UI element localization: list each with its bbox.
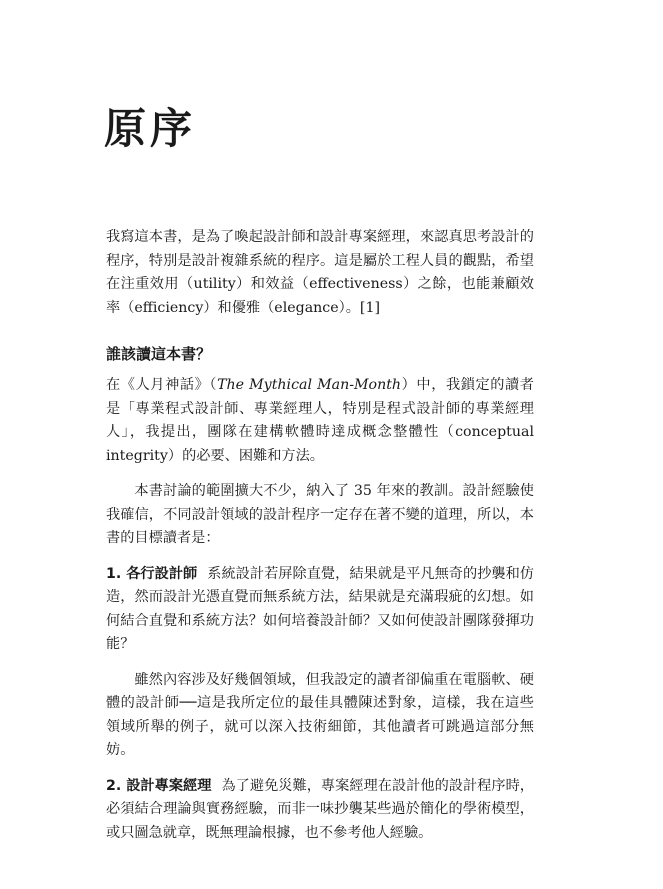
audience-text: 系統設計若屏除直覺，結果就是平凡無奇的抄襲和仿造，然而設計光憑直覺而無系統方法，結果就是充滿瑕疵的幻想。如何結合直覺和系統方法？如何培養設計師？又如何使設計團隊發揮功能？ [106, 565, 534, 652]
paragraph-focus: 雖然內容涉及好幾個領域，但我設定的讀者卻偏重在電腦軟、硬體的設計師──這是我所定位的最佳具體陳述對象，這樣，我在這些領域所舉的例子，就可以深入技術細節，其他讀者可跳過這部分無妨。 [106, 671, 534, 758]
book-title: The Mythical Man-Month [217, 377, 402, 393]
audience-label: 2. 設計專案經理 [106, 777, 212, 794]
paragraph-scope: 本書討論的範圍擴大不少，納入了 35 年來的教訓。設計經驗使我確信，不同設計領域的設計程序一定存在著不變的道理，所以，本書的目標讀者是： [106, 483, 534, 546]
audience-item-designers [106, 563, 534, 657]
page-title: 原序 [104, 104, 197, 153]
audience-item-managers [106, 775, 534, 846]
section-heading: 誰該讀這本書？ [106, 345, 212, 363]
paragraph-text: 在《人月神話》（ [106, 377, 218, 393]
paragraph-text: ）中，我鎖定的讀者是「專業程式設計師、專業經理人，特別是程式設計師的專業經理人」，我提出，團隊在建構軟體時達成概念整體性（conceptual integrity）的必要、困難和方法。 [106, 377, 534, 464]
paragraph-mythical-man-month [106, 374, 534, 468]
audience-label: 1. 各行設計師 [106, 565, 198, 582]
preface-body [106, 226, 534, 845]
audience-text: 為了避免災難，專案經理在設計他的設計程序時，必須結合理論與實務經驗，而非一味抄襲某些過於簡化的學術模型，或只圖急就章，既無理論根據，也不參考他人經驗。 [106, 777, 534, 841]
intro-paragraph: 我寫這本書，是為了喚起設計師和設計專案經理，來認真思考設計的程序，特別是設計複雜系統的程序。這是屬於工程人員的觀點，希望在注重效用（utility）和效益（effectiveness）之餘，也能兼顧效率（efficiency）和優雅（elegance）。[1] [106, 229, 534, 316]
